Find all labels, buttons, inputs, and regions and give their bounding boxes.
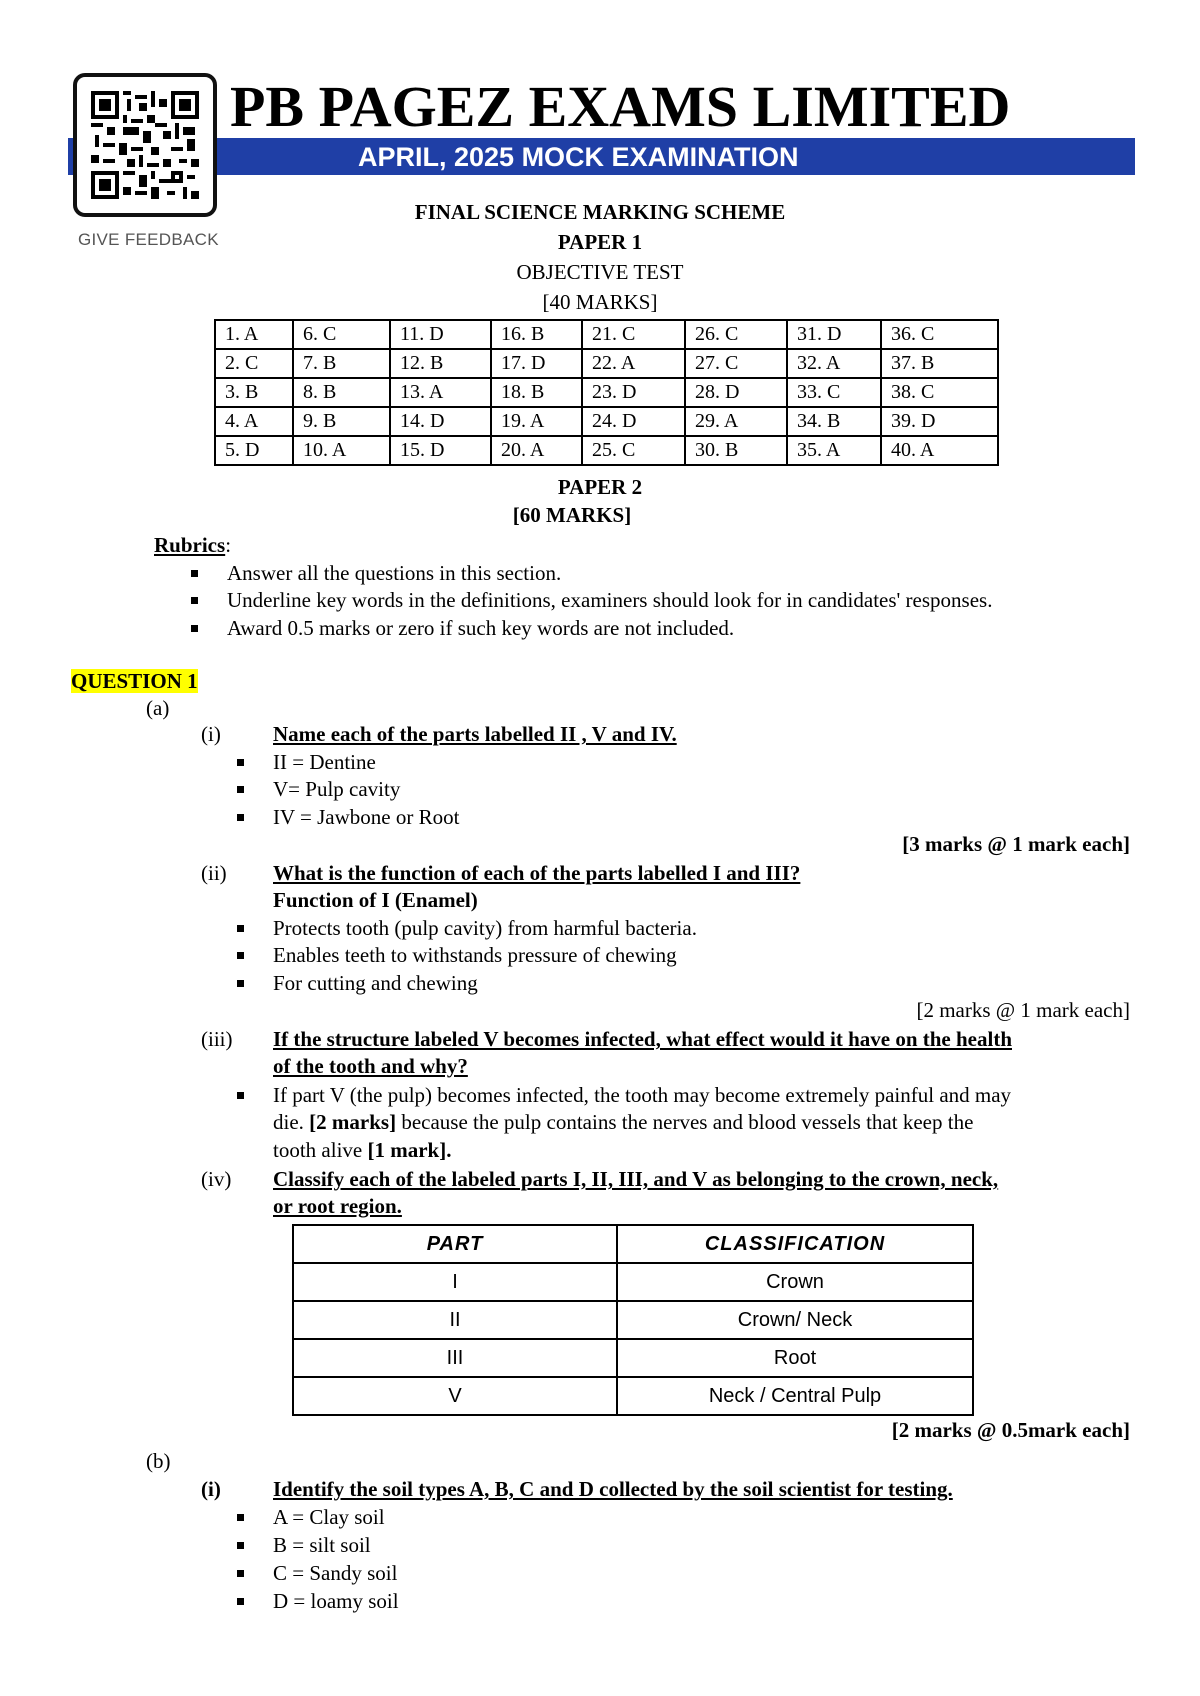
answer-cell: 4. A (215, 407, 293, 436)
paper2-marks: [60 MARKS] (512, 503, 632, 527)
answer-item: B = silt soil (273, 1533, 371, 1557)
answer-item: Enables teeth to withstands pressure of chewing (273, 943, 677, 967)
answer-cell: 22. A (582, 349, 685, 378)
table-row (293, 1339, 973, 1377)
answer-item: V= Pulp cavity (273, 777, 401, 801)
table-row (215, 407, 998, 436)
answer-cell: 25. C (582, 436, 685, 465)
table-header-row (293, 1225, 973, 1263)
rubric-item: Award 0.5 marks or zero if such key words are not included. (227, 616, 735, 640)
table-cell: Crown (617, 1263, 973, 1301)
inline-marks: [2 marks] (309, 1110, 397, 1134)
table-cell: III (293, 1339, 617, 1377)
answer-cell: 16. B (491, 320, 582, 349)
marks-a-iv: [2 marks @ 0.5mark each] (891, 1418, 1130, 1442)
question-a-iii-line2: of the tooth and why? (273, 1054, 468, 1078)
answer-cell: 39. D (881, 407, 998, 436)
rubrics-colon: : (225, 533, 232, 557)
table-cell: Neck / Central Pulp (617, 1377, 973, 1415)
part-b-label: (b) (146, 1449, 171, 1473)
answer-cell: 27. C (685, 349, 787, 378)
exam-subtitle: APRIL, 2025 MOCK EXAMINATION (358, 142, 799, 172)
table-row (293, 1377, 973, 1415)
marks-a-ii: [2 marks @ 1 mark each] (916, 998, 1130, 1022)
answer-cell: 26. C (685, 320, 787, 349)
answer-text: tooth alive (273, 1138, 368, 1162)
answer-cell: 23. D (582, 378, 685, 407)
table-row (215, 349, 998, 378)
answer-cell: 28. D (685, 378, 787, 407)
table-cell: I (293, 1263, 617, 1301)
answer-item: A = Clay soil (273, 1505, 385, 1529)
answer-cell: 29. A (685, 407, 787, 436)
answer-cell: 36. C (881, 320, 998, 349)
sub-i-label: (i) (201, 722, 221, 746)
answer-cell: 38. C (881, 378, 998, 407)
answer-cell: 3. B (215, 378, 293, 407)
table-row (293, 1301, 973, 1339)
answer-a-iii-line2 (273, 1109, 973, 1136)
sub-iv-label: (iv) (201, 1167, 232, 1191)
answer-item: C = Sandy soil (273, 1561, 398, 1585)
answer-cell: 12. B (390, 349, 491, 378)
answer-cell: 40. A (881, 436, 998, 465)
marks-a-i: [3 marks @ 1 mark each] (902, 832, 1130, 856)
answer-item: D = loamy soil (273, 1589, 399, 1613)
answer-cell: 17. D (491, 349, 582, 378)
qr-code-icon (91, 91, 199, 199)
answer-cell: 1. A (215, 320, 293, 349)
table-row (215, 320, 998, 349)
answer-cell: 10. A (293, 436, 390, 465)
answer-cell: 9. B (293, 407, 390, 436)
table-cell: II (293, 1301, 617, 1339)
table-cell: Root (617, 1339, 973, 1377)
question-a-iii-line1: If the structure labeled V becomes infected, what effect would it have on the health (273, 1027, 1012, 1051)
sub-b-i-label: (i) (201, 1477, 221, 1501)
paper2-title: PAPER 2 (557, 475, 643, 499)
table-cell: Crown/ Neck (617, 1301, 973, 1339)
answer-cell: 31. D (787, 320, 881, 349)
answer-cell: 18. B (491, 378, 582, 407)
answer-cell: 14. D (390, 407, 491, 436)
question-a-iv-line2: or root region. (273, 1194, 402, 1218)
answer-item: Protects tooth (pulp cavity) from harmful bacteria. (273, 916, 697, 940)
sub-ii-label: (ii) (201, 861, 227, 885)
table-row (215, 378, 998, 407)
answer-cell: 8. B (293, 378, 390, 407)
rubric-item: Underline key words in the definitions, examiners should look for in candidates' responses. (227, 588, 993, 612)
question-1-heading: QUESTION 1 (71, 669, 198, 693)
answer-cell: 21. C (582, 320, 685, 349)
classification-table (292, 1224, 974, 1416)
answer-cell: 20. A (491, 436, 582, 465)
answer-cell: 32. A (787, 349, 881, 378)
rubrics-label: Rubrics (154, 533, 226, 557)
table-row (215, 436, 998, 465)
company-name: PB PAGEZ EXAMS LIMITED (230, 74, 1011, 139)
answer-cell: 15. D (390, 436, 491, 465)
answer-cell: 7. B (293, 349, 390, 378)
answer-cell: 2. C (215, 349, 293, 378)
inline-marks: [1 mark]. (367, 1138, 452, 1162)
paper1-marks: [40 MARKS] (542, 290, 658, 314)
answer-cell: 5. D (215, 436, 293, 465)
marking-scheme-title: FINAL SCIENCE MARKING SCHEME (414, 200, 786, 224)
give-feedback-label[interactable]: GIVE FEEDBACK (78, 230, 219, 249)
sub-iii-label: (iii) (201, 1027, 233, 1051)
rubric-item: Answer all the questions in this section. (227, 561, 562, 585)
answer-item: For cutting and chewing (273, 971, 478, 995)
answer-cell: 6. C (293, 320, 390, 349)
answer-cell: 30. B (685, 436, 787, 465)
qr-code[interactable] (73, 73, 217, 217)
rubrics-heading (154, 532, 231, 559)
answer-item: IV = Jawbone or Root (273, 805, 460, 829)
paper1-title: PAPER 1 (557, 230, 643, 254)
answer-cell: 37. B (881, 349, 998, 378)
answer-cell: 11. D (390, 320, 491, 349)
answer-text: die. (273, 1110, 310, 1134)
question-a-ii: What is the function of each of the parts labelled I and III? (273, 861, 801, 885)
answer-cell: 33. C (787, 378, 881, 407)
table-row (293, 1263, 973, 1301)
answer-text: because the pulp contains the nerves and blood vessels that keep the (396, 1110, 974, 1134)
function-of-enamel-heading: Function of I (Enamel) (273, 888, 478, 912)
answer-cell: 19. A (491, 407, 582, 436)
column-header: PART (293, 1225, 617, 1263)
answer-cell: 35. A (787, 436, 881, 465)
answer-item: If part V (the pulp) becomes infected, the tooth may become extremely painful and may (273, 1083, 1012, 1107)
column-header: CLASSIFICATION (617, 1225, 973, 1263)
question-a-i: Name each of the parts labelled II , V and IV. (273, 722, 677, 746)
part-a-label: (a) (146, 696, 170, 720)
answer-cell: 24. D (582, 407, 685, 436)
answer-a-iii-line3 (273, 1137, 451, 1164)
question-a-iv-line1: Classify each of the labeled parts I, II, III, and V as belonging to the crown, neck, (273, 1167, 999, 1191)
answer-cell: 13. A (390, 378, 491, 407)
answer-key-table (214, 319, 999, 466)
objective-test-label: OBJECTIVE TEST (516, 260, 684, 284)
answer-cell: 34. B (787, 407, 881, 436)
table-cell: V (293, 1377, 617, 1415)
question-b-i: Identify the soil types A, B, C and D collected by the soil scientist for testing. (273, 1477, 953, 1501)
answer-item: II = Dentine (273, 750, 376, 774)
